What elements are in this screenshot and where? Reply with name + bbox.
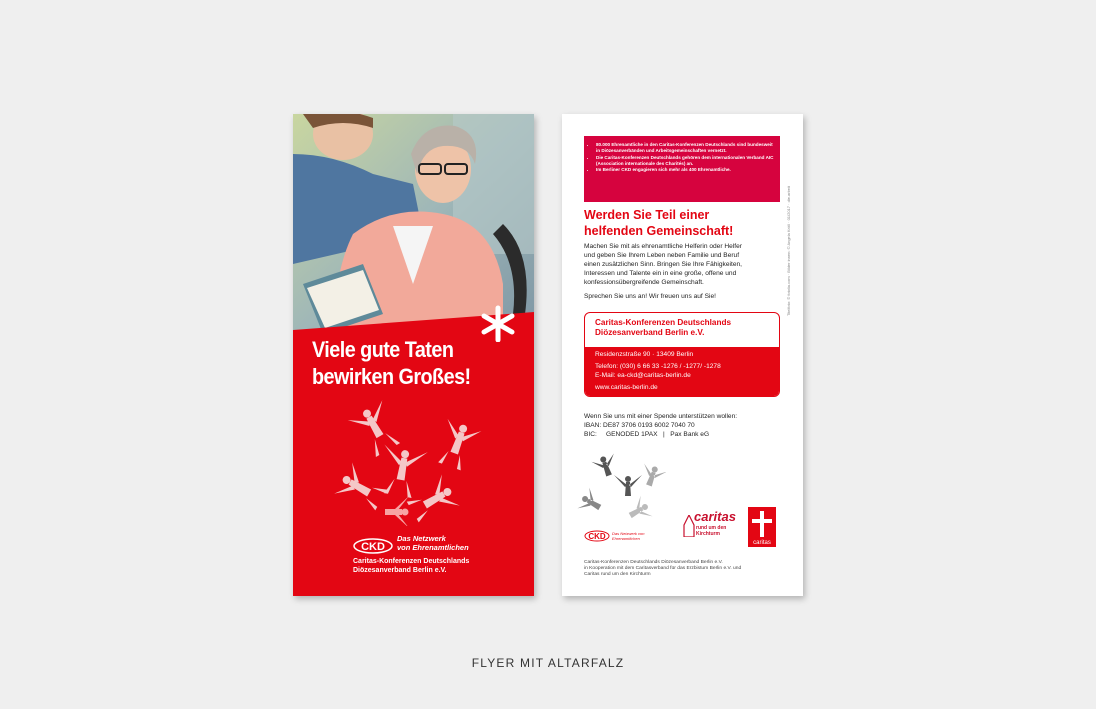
fact-item: • 80.000 Ehrenamtliche in den Caritas-Konferenzen Deutschlands sind bundesweit in Diözesanverbänden und Arbeitsgemeinschaften vernetzt. xyxy=(596,142,774,155)
footnote-line: in Kooperation mit dem Caritasverband für das Erzbistum Berlin e.V. und xyxy=(584,566,742,572)
contact-title-line-2: Diözesanverband Berlin e.V. xyxy=(595,328,705,337)
ckd-small-tagline: Das Netzwerk von Ehrenamtlichen xyxy=(612,531,645,541)
front-org-line-1: Caritas-Konferenzen Deutschlands xyxy=(353,558,470,565)
caritas-cross-icon xyxy=(748,507,776,547)
cover-photo xyxy=(293,114,534,342)
front-headline xyxy=(312,336,510,390)
back-body-text xyxy=(584,243,784,288)
ckd-logo-small xyxy=(584,529,645,547)
back-heading-line-2: helfenden Gemeinschaft! xyxy=(584,223,734,238)
caritas-logo-text: caritas xyxy=(694,509,736,524)
footnote xyxy=(584,560,789,579)
contact-box xyxy=(584,312,780,397)
contact-phone: Telefon: (030) 6 66 33 -1276 / -1277/ -1278 xyxy=(595,363,721,370)
footnote-line: Caritas-Konferenzen Deutschlands Diözesanverband Berlin e.V. xyxy=(584,560,723,565)
caritas-logo-subtext: rund um den Kirchturm xyxy=(696,525,727,537)
image-credits: Titelfoto: © fotolia.com · Bilder innen: © Angela Kröll · 01/2017 · die.arbeit xyxy=(786,185,791,316)
headline-line-1: Viele gute Taten xyxy=(312,337,454,362)
headline-line-2: bewirken Großes! xyxy=(312,364,471,389)
back-heading-line-1: Werden Sie Teil einer xyxy=(584,208,710,222)
body-line: Interessen und Talente ein in eine große, offene und xyxy=(584,269,737,277)
footnote-line: Caritas rund um den Kirchturm xyxy=(584,572,651,578)
donation-info xyxy=(584,412,737,439)
fact-item: • Im Berliner CKD engagieren sich mehr als 400 Ehrenamtliche. xyxy=(596,167,774,173)
flyer-back-panel xyxy=(562,114,803,596)
fact-item: • Die Caritas-Konferenzen Deutschlands gehören dem internationalen Verband AIC (Association internationale des Charités) an. xyxy=(596,155,774,168)
ckd-small-logo-text: CKD xyxy=(588,532,606,541)
caritas-kirchturm-logo xyxy=(682,509,744,543)
front-logo-block xyxy=(353,534,528,584)
front-org-line-2: Diözesanverband Berlin e.V. xyxy=(353,567,447,574)
back-heading xyxy=(584,208,794,239)
network-tagline-2: von Ehrenamtlichen xyxy=(397,543,469,552)
contact-email[interactable]: E-Mail: ea-ckd@caritas-berlin.de xyxy=(595,371,691,379)
caritas-cross-logo xyxy=(748,507,776,547)
contact-title-line-1: Caritas-Konferenzen Deutschlands xyxy=(595,318,732,327)
network-tagline-1: Das Netzwerk xyxy=(397,534,446,543)
body-line: Machen Sie mit als ehrenamtliche Helferin oder Helfer xyxy=(584,243,742,250)
flyer-front-panel xyxy=(293,114,534,596)
ckd-logo-text: CKD xyxy=(361,541,385,553)
back-logos xyxy=(576,447,800,547)
facts-box xyxy=(584,136,780,202)
caritas-cross-text: caritas xyxy=(753,540,771,546)
donation-bic: BIC: GENODED 1PAX | Pax Bank eG xyxy=(584,431,710,438)
donation-intro: Wenn Sie uns mit einer Spende unterstützen wollen: xyxy=(584,413,738,420)
ckd-logo-icon xyxy=(353,538,393,554)
body-line: konfessionsübergreifende Gemeinschaft. xyxy=(584,278,704,286)
contact-details xyxy=(585,347,779,397)
page-caption: FLYER MIT ALTARFALZ xyxy=(471,656,625,670)
small-figures-graphic xyxy=(576,447,666,527)
call-to-action: Sprechen Sie uns an! Wir freuen uns auf Sie! xyxy=(584,293,716,300)
ckd-small-logo-icon xyxy=(584,530,610,542)
body-line: und geben Sie Ihrem Leben neben Familie und Beruf xyxy=(584,251,740,259)
donation-iban: IBAN: DE87 3706 0193 6002 7040 70 xyxy=(584,422,695,429)
dancing-figures-graphic xyxy=(333,394,493,526)
contact-title xyxy=(595,318,731,338)
contact-address: Residenzstraße 90 · 13409 Berlin xyxy=(595,351,694,358)
body-line: einen zusätzlichen Sinn. Bringen Sie Ihre Fähigkeiten, xyxy=(584,260,742,268)
contact-website[interactable]: www.caritas-berlin.de xyxy=(595,384,658,391)
